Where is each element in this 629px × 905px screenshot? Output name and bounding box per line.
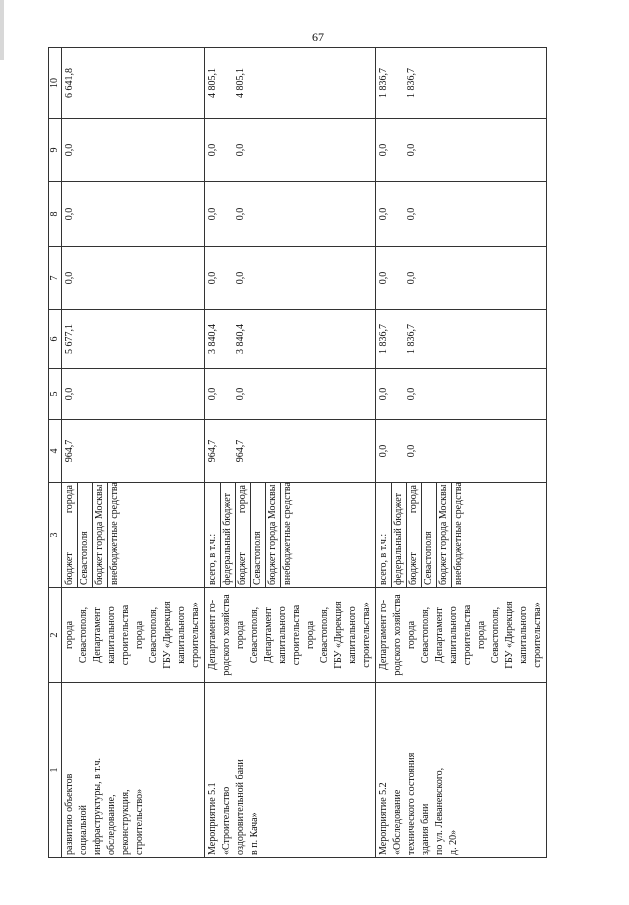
amount-value bbox=[419, 422, 433, 480]
measure-name-line: здания бани bbox=[420, 803, 431, 855]
amount-value: 1 836,7 bbox=[378, 68, 389, 98]
measure-name-line: инфраструктуры, в т.ч. bbox=[92, 758, 103, 855]
amount-value: 0,0 bbox=[235, 271, 246, 285]
amount-value bbox=[77, 249, 91, 307]
amount-value: 1 836,7 bbox=[378, 324, 389, 354]
amount-value: 0,0 bbox=[235, 143, 246, 157]
amount-cell bbox=[376, 182, 547, 247]
executor-line: строительства» bbox=[361, 602, 372, 668]
executor-line: капитального bbox=[518, 606, 529, 664]
amount-value bbox=[248, 312, 262, 366]
amount-value bbox=[433, 184, 447, 244]
amount-value bbox=[262, 50, 276, 116]
amount-value bbox=[248, 184, 262, 244]
executor-line: города bbox=[235, 620, 246, 650]
executor-line: родского хозяйства bbox=[392, 594, 403, 676]
executor-cell bbox=[376, 588, 547, 683]
measure-name-line: оздоровительной бани bbox=[235, 759, 246, 855]
funding-source-line: внебюджетные средства bbox=[109, 482, 120, 585]
amount-value bbox=[433, 249, 447, 307]
amount-cell bbox=[205, 182, 376, 247]
funding-source-line: Севастополя bbox=[251, 483, 266, 587]
executor-line: строительства» bbox=[190, 602, 201, 668]
budget-table bbox=[48, 47, 547, 858]
executor-line: Севастополя, bbox=[319, 606, 330, 664]
executor-line: капитального bbox=[448, 606, 459, 664]
amount-value: 3 840,4 bbox=[235, 324, 246, 354]
amount-value: 0,0 bbox=[64, 271, 75, 285]
amount-value bbox=[220, 249, 234, 307]
measure-name-line: Мероприятие 5.1 bbox=[207, 782, 218, 855]
amount-value bbox=[77, 371, 91, 417]
amount-cell bbox=[62, 119, 205, 182]
amount-value bbox=[433, 371, 447, 417]
executor-line: Севастополя, bbox=[490, 606, 501, 664]
header-cell: 7 bbox=[49, 247, 62, 310]
amount-value: 0,0 bbox=[235, 387, 246, 401]
amount-value: 0,0 bbox=[207, 143, 218, 157]
amount-value: 964,7 bbox=[207, 439, 218, 463]
executor-line: ГБУ «Дирекция bbox=[162, 601, 173, 669]
amount-value: 6 641,8 bbox=[64, 68, 75, 98]
amount-value bbox=[433, 121, 447, 179]
executor-line: капитального bbox=[347, 606, 358, 664]
amount-value bbox=[262, 249, 276, 307]
amount-value bbox=[419, 184, 433, 244]
amount-value bbox=[391, 121, 405, 179]
executor-cell bbox=[205, 588, 376, 683]
executor-line: Департамент bbox=[434, 607, 445, 663]
amount-value: 0,0 bbox=[207, 387, 218, 401]
amount-cell bbox=[62, 182, 205, 247]
executor-line: Севастополя, bbox=[249, 606, 260, 664]
executor-line: города bbox=[64, 620, 75, 650]
amount-value bbox=[419, 121, 433, 179]
executor-line: родского хозяйства bbox=[221, 594, 232, 676]
funding-source-line: федеральный бюджет bbox=[221, 483, 236, 587]
table-row bbox=[376, 48, 547, 858]
amount-cell bbox=[376, 310, 547, 369]
measure-name-cell bbox=[205, 683, 376, 858]
amount-value: 0,0 bbox=[406, 207, 417, 221]
measure-name-line: по ул. Леваневского, bbox=[434, 767, 445, 855]
funding-source-cell bbox=[205, 483, 376, 588]
amount-cell bbox=[62, 48, 205, 119]
header-cell: 3 bbox=[49, 483, 62, 588]
amount-value bbox=[262, 184, 276, 244]
amount-value: 0,0 bbox=[378, 444, 389, 458]
executor-line: города bbox=[476, 620, 487, 650]
amount-value bbox=[220, 312, 234, 366]
amount-value bbox=[248, 422, 262, 480]
executor-line: строительства bbox=[291, 604, 302, 666]
amount-value bbox=[91, 422, 105, 480]
funding-source-line: всего, в т.ч.: bbox=[377, 483, 392, 587]
amount-value bbox=[419, 249, 433, 307]
amount-value bbox=[419, 312, 433, 366]
amount-value: 0,0 bbox=[406, 271, 417, 285]
amount-value bbox=[220, 184, 234, 244]
amount-value: 4 805,1 bbox=[235, 68, 246, 98]
amount-value bbox=[220, 422, 234, 480]
executor-line: города bbox=[406, 620, 417, 650]
amount-value: 0,0 bbox=[64, 143, 75, 157]
amount-value: 0,0 bbox=[378, 271, 389, 285]
amount-value bbox=[433, 422, 447, 480]
measure-name-line: д. 20» bbox=[448, 829, 459, 855]
amount-cell bbox=[62, 247, 205, 310]
amount-value bbox=[77, 422, 91, 480]
amount-value: 5 677,1 bbox=[64, 324, 75, 354]
amount-value bbox=[77, 50, 91, 116]
funding-source-line: бюджет города bbox=[63, 483, 78, 587]
amount-value: 0,0 bbox=[378, 207, 389, 221]
amount-value bbox=[248, 371, 262, 417]
amount-value bbox=[91, 312, 105, 366]
amount-value bbox=[391, 249, 405, 307]
funding-source-line: федеральный бюджет bbox=[392, 483, 407, 587]
funding-source-line: всего, в т.ч.: bbox=[206, 483, 221, 587]
executor-line: Севастополя, bbox=[420, 606, 431, 664]
amount-value bbox=[391, 422, 405, 480]
amount-value: 0,0 bbox=[378, 143, 389, 157]
header-row bbox=[49, 48, 62, 858]
header-cell: 1 bbox=[49, 683, 62, 858]
amount-value bbox=[262, 371, 276, 417]
amount-value bbox=[220, 121, 234, 179]
amount-cell bbox=[376, 119, 547, 182]
amount-cell bbox=[62, 420, 205, 483]
amount-value: 0,0 bbox=[235, 207, 246, 221]
amount-value bbox=[262, 312, 276, 366]
executor-line: капитального bbox=[176, 606, 187, 664]
amount-cell bbox=[205, 420, 376, 483]
measure-name-line: Мероприятие 5.2 bbox=[378, 782, 389, 855]
amount-value bbox=[248, 50, 262, 116]
header-cell: 6 bbox=[49, 310, 62, 369]
rotated-table bbox=[48, 48, 543, 858]
amount-value bbox=[91, 371, 105, 417]
amount-value bbox=[391, 371, 405, 417]
amount-cell bbox=[376, 247, 547, 310]
amount-value bbox=[91, 121, 105, 179]
amount-value bbox=[91, 50, 105, 116]
amount-value: 0,0 bbox=[64, 387, 75, 401]
amount-value: 0,0 bbox=[406, 444, 417, 458]
header-cell: 8 bbox=[49, 182, 62, 247]
header-cell: 9 bbox=[49, 119, 62, 182]
amount-cell bbox=[376, 48, 547, 119]
amount-cell bbox=[205, 310, 376, 369]
amount-cell bbox=[376, 420, 547, 483]
table-row bbox=[62, 48, 205, 858]
amount-value: 0,0 bbox=[207, 271, 218, 285]
funding-source-line: бюджет города Москвы bbox=[437, 483, 452, 587]
amount-value: 964,7 bbox=[64, 439, 75, 463]
executor-line: строительства» bbox=[532, 602, 543, 668]
executor-line: Департамент bbox=[263, 607, 274, 663]
header-cell: 2 bbox=[49, 588, 62, 683]
funding-source-cell bbox=[376, 483, 547, 588]
amount-cell bbox=[205, 247, 376, 310]
funding-source-line: Севастополя bbox=[78, 483, 93, 587]
amount-value bbox=[248, 249, 262, 307]
measure-name-line: реконструкция, bbox=[120, 789, 131, 855]
measure-name-line: развитию объектов bbox=[64, 773, 75, 855]
funding-source-line: бюджет города bbox=[407, 483, 422, 587]
amount-value bbox=[262, 121, 276, 179]
measure-name-line: «Обследование bbox=[392, 789, 403, 855]
amount-value bbox=[220, 50, 234, 116]
header-cell: 10 bbox=[49, 48, 62, 119]
funding-source-cell bbox=[62, 483, 205, 588]
amount-value bbox=[91, 249, 105, 307]
amount-value: 0,0 bbox=[207, 207, 218, 221]
executor-line: строительства bbox=[462, 604, 473, 666]
amount-value bbox=[433, 50, 447, 116]
measure-name-line: социальной bbox=[78, 805, 89, 855]
measure-name-line: обследование, bbox=[106, 794, 117, 855]
funding-source-line: Севастополя bbox=[422, 483, 437, 587]
header-cell: 5 bbox=[49, 369, 62, 420]
amount-value bbox=[77, 121, 91, 179]
measure-name-cell bbox=[376, 683, 547, 858]
amount-value: 0,0 bbox=[406, 387, 417, 401]
measure-name-line: «Строительство bbox=[221, 786, 232, 855]
amount-cell bbox=[376, 369, 547, 420]
amount-value: 3 840,4 bbox=[207, 324, 218, 354]
executor-line: Севастополя, bbox=[148, 606, 159, 664]
rotated-table-stage bbox=[48, 48, 543, 858]
executor-line: города bbox=[134, 620, 145, 650]
funding-source-line: бюджет города Москвы bbox=[266, 483, 281, 587]
executor-line: ГБУ «Дирекция bbox=[504, 601, 515, 669]
header-cell: 4 bbox=[49, 420, 62, 483]
amount-cell bbox=[205, 48, 376, 119]
amount-value: 0,0 bbox=[406, 143, 417, 157]
amount-value bbox=[433, 312, 447, 366]
amount-cell bbox=[62, 369, 205, 420]
funding-source-line: бюджет города bbox=[236, 483, 251, 587]
amount-value bbox=[91, 184, 105, 244]
amount-value: 0,0 bbox=[378, 387, 389, 401]
funding-source-line: внебюджетные средства bbox=[453, 482, 464, 585]
funding-source-line: бюджет города Москвы bbox=[93, 483, 108, 587]
executor-line: ГБУ «Дирекция bbox=[333, 601, 344, 669]
measure-name-line: в п. Кача» bbox=[249, 812, 260, 855]
amount-value bbox=[391, 184, 405, 244]
amount-value bbox=[419, 50, 433, 116]
page-number: 67 bbox=[312, 30, 324, 44]
executor-line: строительства bbox=[120, 604, 131, 666]
amount-value: 1 836,7 bbox=[406, 324, 417, 354]
amount-value bbox=[262, 422, 276, 480]
amount-value bbox=[391, 312, 405, 366]
amount-value bbox=[248, 121, 262, 179]
measure-name-line: технического состояния bbox=[406, 752, 417, 855]
executor-line: города bbox=[305, 620, 316, 650]
amount-value bbox=[391, 50, 405, 116]
scan-edge-mark bbox=[0, 0, 4, 60]
executor-line: Департамент bbox=[92, 607, 103, 663]
amount-value: 0,0 bbox=[64, 207, 75, 221]
amount-value: 1 836,7 bbox=[406, 68, 417, 98]
funding-source-line: внебюджетные средства bbox=[282, 482, 293, 585]
amount-value bbox=[77, 184, 91, 244]
executor-line: капитального bbox=[277, 606, 288, 664]
amount-value bbox=[419, 371, 433, 417]
amount-value bbox=[220, 371, 234, 417]
amount-value: 4 805,1 bbox=[207, 68, 218, 98]
executor-line: капитального bbox=[106, 606, 117, 664]
amount-cell bbox=[62, 310, 205, 369]
amount-cell bbox=[205, 119, 376, 182]
executor-line: Севастополя, bbox=[78, 606, 89, 664]
executor-line: Департамент го- bbox=[207, 599, 218, 671]
table-row bbox=[205, 48, 376, 858]
measure-name-line: строительство» bbox=[134, 788, 145, 855]
executor-cell bbox=[62, 588, 205, 683]
measure-name-cell bbox=[62, 683, 205, 858]
amount-cell bbox=[205, 369, 376, 420]
amount-value bbox=[77, 312, 91, 366]
executor-line: Департамент го- bbox=[378, 599, 389, 671]
amount-value: 964,7 bbox=[235, 439, 246, 463]
